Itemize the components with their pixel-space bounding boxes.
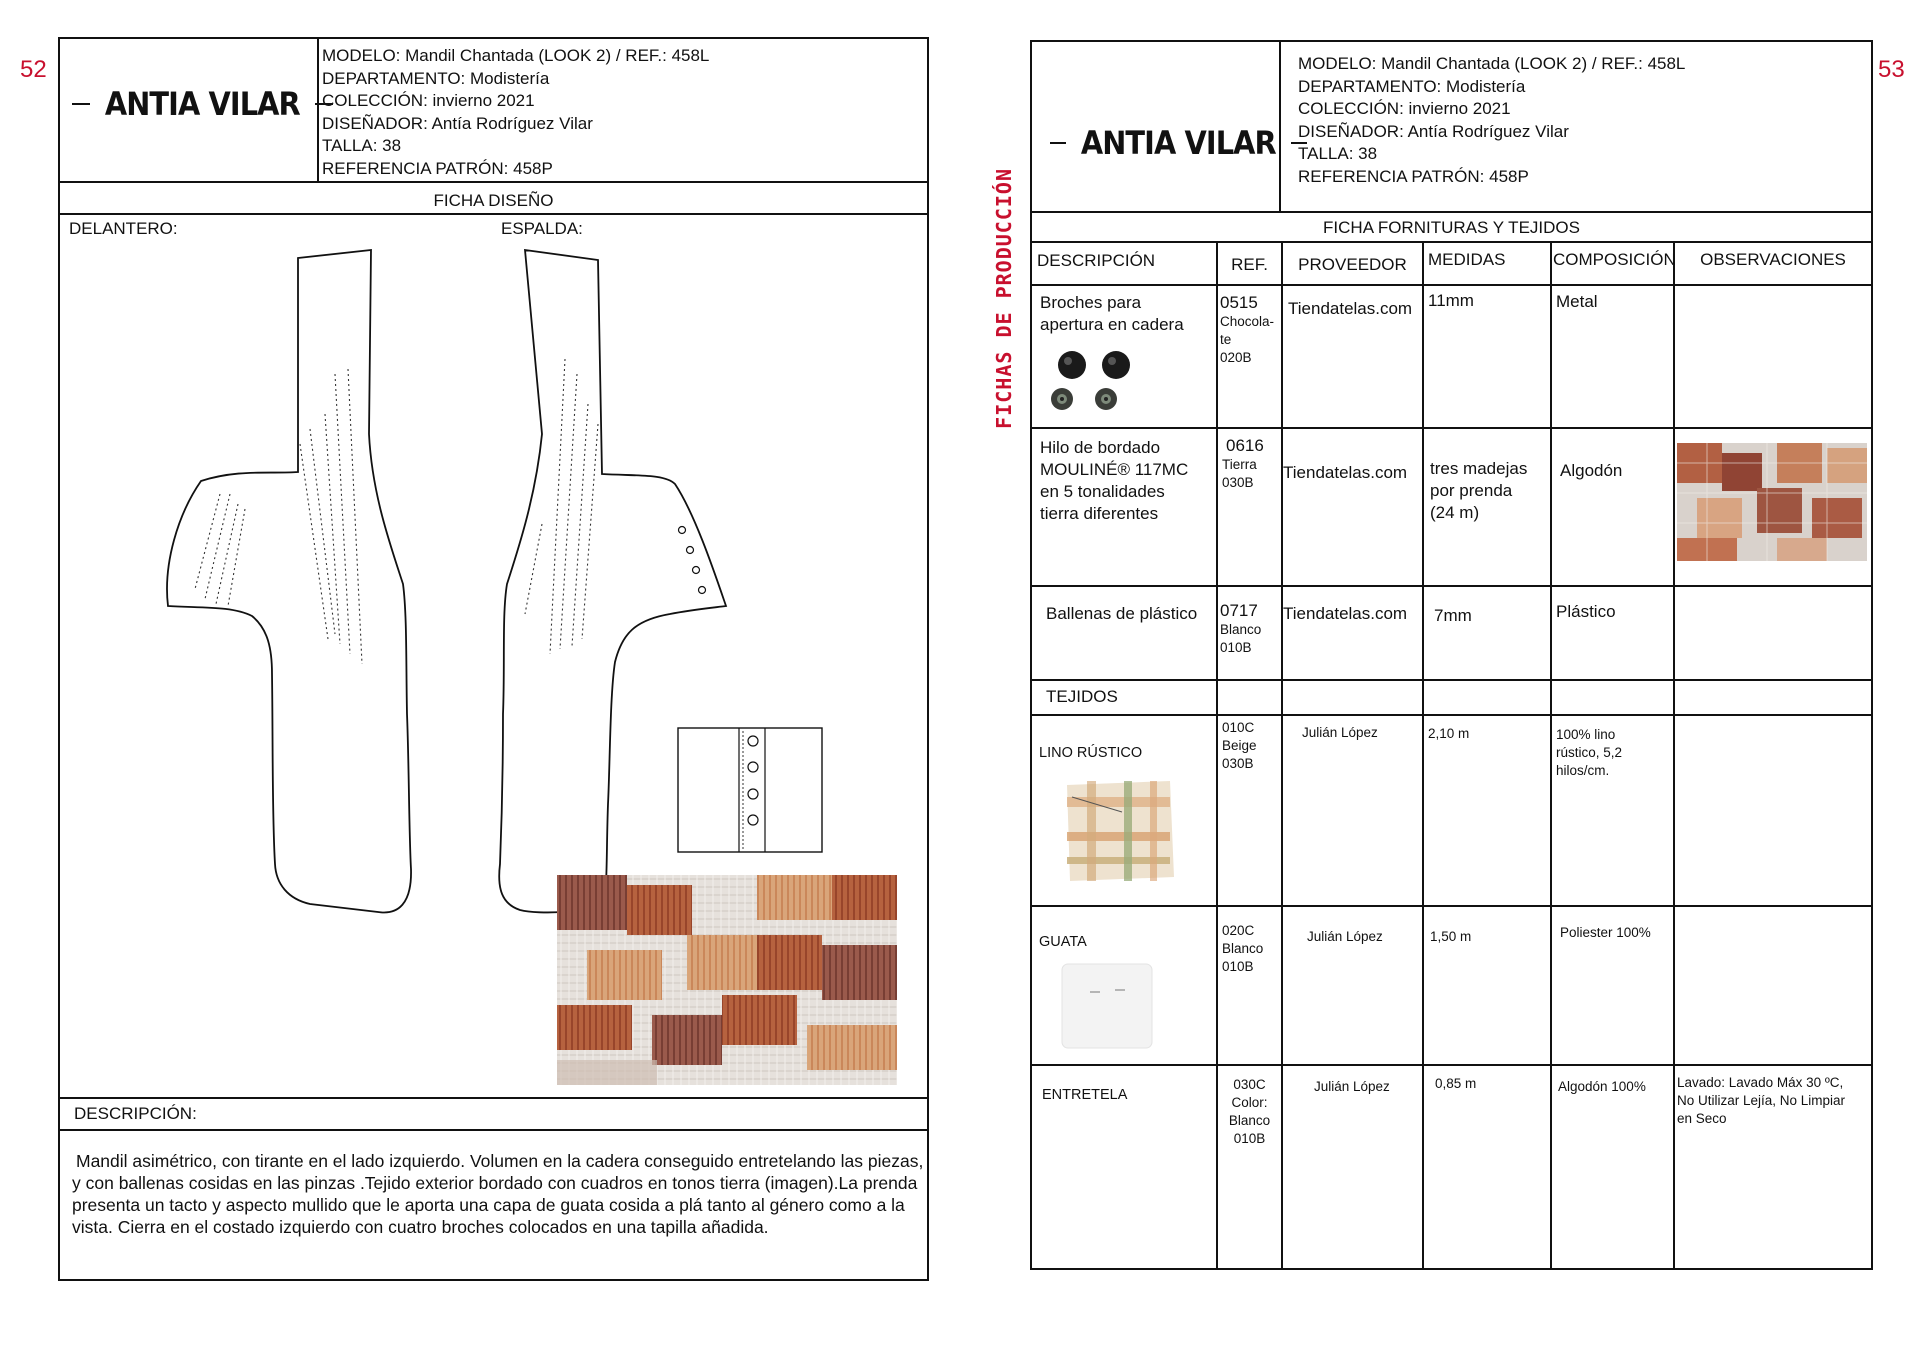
snap-buttons-photo — [1044, 347, 1144, 417]
col-header-proveedor: PROVEEDOR — [1298, 255, 1407, 274]
disenador-line: DISEÑADOR: Antía Rodríguez Vilar — [322, 113, 593, 133]
front-garment-sketch — [160, 244, 480, 924]
coleccion-line: COLECCIÓN: invierno 2021 — [1298, 99, 1511, 118]
header-info — [322, 45, 709, 180]
front-label: DELANTERO: — [69, 219, 178, 238]
tejido2-medidas: 1,50 m — [1430, 929, 1472, 944]
section-title: FICHA DISEÑO — [433, 191, 554, 210]
row3-medidas: 7mm — [1434, 606, 1472, 625]
referencia-line: REFERENCIA PATRÓN: 458P — [322, 158, 553, 178]
col-header-composicion: COMPOSICIÓN — [1553, 250, 1676, 269]
row3-ref-sub: Blanco 010B — [1220, 622, 1262, 655]
row3-desc: Ballenas de plástico — [1046, 604, 1198, 623]
departamento-line: DEPARTAMENTO: Modistería — [322, 68, 550, 88]
header-info — [1298, 53, 1685, 188]
talla-line: TALLA: 38 — [1298, 144, 1378, 163]
col-header-descripcion: DESCRIPCIÓN — [1037, 251, 1156, 270]
tejido2-proveedor: Julián López — [1307, 929, 1383, 944]
col-header-observaciones: OBSERVACIONES — [1700, 250, 1846, 269]
row3-composicion: Plástico — [1556, 602, 1616, 621]
materials-sheet — [1030, 40, 1873, 1270]
tejido3-observaciones: Lavado: Lavado Máx 30 ºC, No Utilizar Lejía, No Limpiar en Seco — [1677, 1075, 1846, 1126]
row1-medidas: 11mm — [1428, 291, 1474, 310]
brand-logo: ANTIA VILAR — [1050, 124, 1307, 162]
side-title: FICHAS DE PRODUCCIÓN — [992, 168, 1016, 429]
tejido3-ref: 030C Color: Blanco 010B — [1228, 1077, 1271, 1146]
closure-detail-sketch — [677, 727, 825, 857]
row3-proveedor: Tiendatelas.com — [1283, 604, 1408, 623]
col-header-medidas: MEDIDAS — [1428, 250, 1506, 269]
row1-ref-main: 0515 — [1220, 293, 1258, 312]
tejido2-composicion: Poliester 100% — [1560, 925, 1651, 940]
fabric-photo-embroidery — [557, 875, 897, 1085]
thread-embroidery-photo — [1677, 443, 1867, 561]
tejido1-ref: 010C Beige 030B — [1222, 720, 1257, 771]
tejido3-composicion: Algodón 100% — [1558, 1079, 1646, 1094]
tejido3-desc: ENTRETELA — [1042, 1087, 1128, 1103]
referencia-line: REFERENCIA PATRÓN: 458P — [1298, 166, 1529, 186]
tejidos-label: TEJIDOS — [1046, 687, 1118, 706]
talla-line: TALLA: 38 — [322, 136, 402, 155]
disenador-line: DISEÑADOR: Antía Rodríguez Vilar — [1298, 121, 1569, 141]
departamento-line: DEPARTAMENTO: Modistería — [1298, 76, 1526, 96]
tejido2-ref: 020C Blanco 010B — [1222, 923, 1264, 974]
description-label: DESCRIPCIÓN: — [74, 1104, 197, 1123]
tejido3-proveedor: Julián López — [1314, 1079, 1390, 1094]
row2-desc: Hilo de bordado MOULINÉ® 117MC en 5 tonalidades tierra diferentes — [1040, 438, 1189, 523]
description-text: Mandil asimétrico, con tirante en el lado izquierdo. Volumen en la cadera conseguido entretelando las piezas, y con ballenas cosidas en las pinzas .Tejido exterior bordado con cuadros en tonos tierra (imagen).La prenda presenta un tacto y aspecto mullido que le aporta una capa de guata cosida a plá tanto al género como a la vista. Cierra en el costado izquierdo con cuatro broches colocados en una tapilla añadida. — [72, 1151, 924, 1237]
tejido1-medidas: 2,10 m — [1428, 726, 1470, 741]
row2-medidas: tres madejas por prenda (24 m) — [1430, 459, 1528, 522]
col-header-ref: REF. — [1231, 255, 1268, 274]
linen-swatch-photo — [1062, 777, 1177, 885]
tejido1-desc: LINO RÚSTICO — [1039, 745, 1143, 761]
back-label: ESPALDA: — [501, 219, 583, 238]
brand-logo: ANTIA VILAR — [72, 85, 333, 123]
coleccion-line: COLECCIÓN: invierno 2021 — [322, 91, 535, 110]
row1-proveedor: Tiendatelas.com — [1288, 299, 1413, 318]
modelo-line: MODELO: Mandil Chantada (LOOK 2) / REF.: 458L — [322, 46, 710, 65]
wadding-swatch-photo — [1060, 960, 1155, 1052]
row2-ref-sub: Tierra 030B — [1222, 457, 1257, 490]
row2-composicion: Algodón — [1560, 461, 1623, 480]
design-sheet — [58, 37, 929, 1281]
tejido1-proveedor: Julián López — [1302, 725, 1378, 740]
row3-ref-main: 0717 — [1220, 601, 1258, 620]
row1-composicion: Metal — [1556, 292, 1598, 311]
tejido3-medidas: 0,85 m — [1435, 1076, 1477, 1091]
row1-desc: Broches para apertura en cadera — [1040, 293, 1184, 334]
page-number-left: 52 — [20, 56, 47, 83]
page-number-right: 53 — [1878, 56, 1905, 83]
section-title: FICHA FORNITURAS Y TEJIDOS — [1323, 218, 1580, 237]
tejido2-desc: GUATA — [1039, 934, 1087, 950]
modelo-line: MODELO: Mandil Chantada (LOOK 2) / REF.: 458L — [1298, 54, 1686, 73]
row2-proveedor: Tiendatelas.com — [1283, 463, 1408, 482]
row1-ref-sub: Chocola- te 020B — [1220, 314, 1275, 365]
row2-ref-main: 0616 — [1226, 436, 1264, 455]
tejido1-composicion: 100% lino rústico, 5,2 hilos/cm. — [1556, 727, 1623, 778]
